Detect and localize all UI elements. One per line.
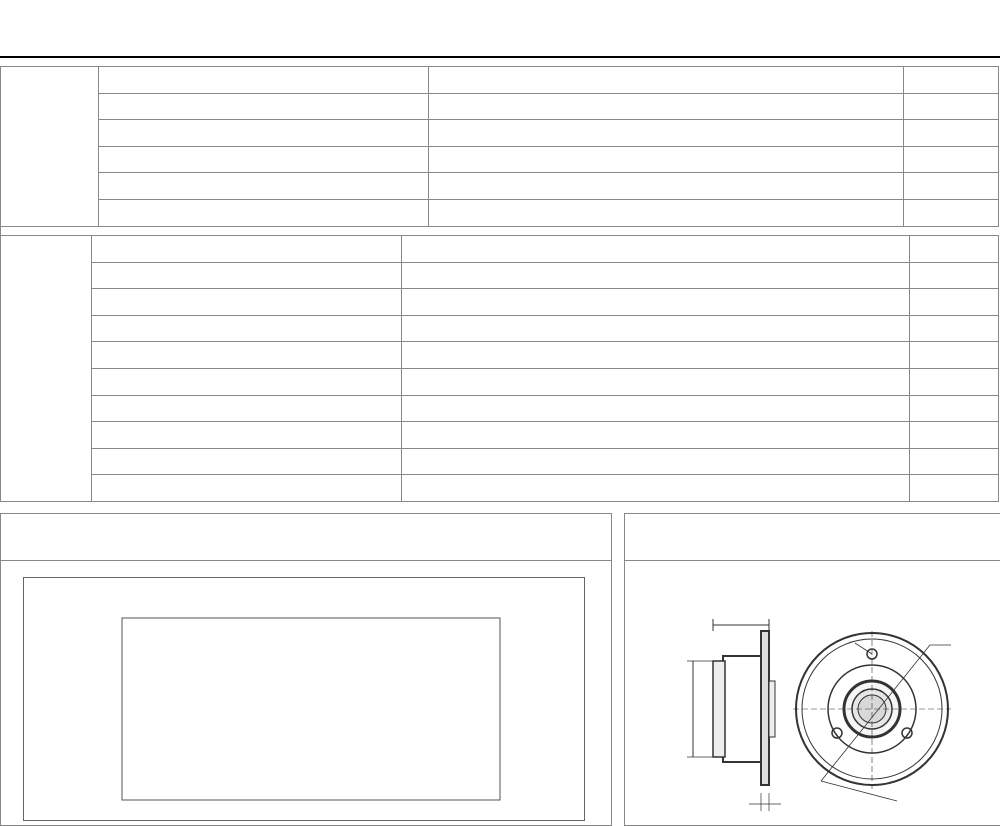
spec-value	[402, 289, 910, 316]
spec-value	[428, 67, 903, 94]
size-diagram	[625, 561, 1000, 825]
spec-blank	[903, 173, 998, 200]
spec-row	[1, 448, 999, 475]
spec-row	[1, 342, 999, 369]
spec-blank	[910, 262, 999, 289]
spec-value	[402, 315, 910, 342]
spec-label	[92, 342, 402, 369]
spec-row	[1, 368, 999, 395]
front-view	[793, 631, 951, 801]
spec-blank	[910, 368, 999, 395]
side-view	[687, 619, 781, 811]
spec-blank	[903, 93, 998, 120]
spec-blank	[903, 199, 998, 226]
tech-spec-table	[0, 235, 999, 502]
spec-row	[1, 475, 999, 502]
spec-blank	[910, 289, 999, 316]
spec-blank	[910, 422, 999, 449]
spec-blank	[910, 236, 999, 263]
spec-blank	[910, 395, 999, 422]
spec-value	[402, 422, 910, 449]
spec-label	[98, 120, 428, 147]
spec-label	[98, 173, 428, 200]
spec-row	[1, 93, 999, 120]
spec-row	[1, 173, 999, 200]
spec-row	[1, 236, 999, 263]
graph-panel-header	[1, 514, 611, 561]
spec-row	[1, 262, 999, 289]
spec-row	[1, 289, 999, 316]
spec-blank	[903, 146, 998, 173]
frequency-response-graph	[23, 577, 585, 821]
spec-label	[98, 93, 428, 120]
spec-row	[1, 315, 999, 342]
spec-label	[98, 199, 428, 226]
spec-blank	[903, 120, 998, 147]
spec-label	[92, 315, 402, 342]
tech-section-label-cell	[1, 236, 92, 502]
main-spec-table	[0, 66, 999, 227]
spec-label	[92, 395, 402, 422]
spec-blank	[910, 342, 999, 369]
spec-value	[402, 342, 910, 369]
spec-value	[402, 368, 910, 395]
spec-row	[1, 395, 999, 422]
spec-row	[1, 422, 999, 449]
spec-value	[402, 395, 910, 422]
spec-label	[92, 289, 402, 316]
spec-value	[428, 173, 903, 200]
graph-panel	[0, 513, 612, 826]
spec-label	[92, 262, 402, 289]
spec-row	[1, 146, 999, 173]
section-gap	[0, 226, 1000, 235]
spec-row	[1, 120, 999, 147]
spec-value	[402, 475, 910, 502]
title-rule	[0, 56, 1000, 58]
spec-value	[402, 262, 910, 289]
spec-label	[92, 448, 402, 475]
spec-label	[98, 67, 428, 94]
size-panel	[624, 513, 1000, 826]
size-panel-header	[625, 514, 1000, 561]
spec-value	[428, 93, 903, 120]
spec-blank	[903, 67, 998, 94]
spec-label	[98, 146, 428, 173]
spec-label	[92, 422, 402, 449]
spec-value	[428, 199, 903, 226]
plot-area	[122, 618, 500, 800]
spec-value	[402, 448, 910, 475]
main-section-label-cell	[1, 67, 99, 227]
graph-svg	[24, 578, 584, 820]
spec-blank	[910, 315, 999, 342]
spec-value	[428, 120, 903, 147]
spec-blank	[910, 448, 999, 475]
spec-label	[92, 475, 402, 502]
spec-row	[1, 199, 999, 226]
spec-value	[428, 146, 903, 173]
spec-label	[92, 368, 402, 395]
spec-row	[1, 67, 999, 94]
spec-value	[402, 236, 910, 263]
spec-blank	[910, 475, 999, 502]
spec-label	[92, 236, 402, 263]
